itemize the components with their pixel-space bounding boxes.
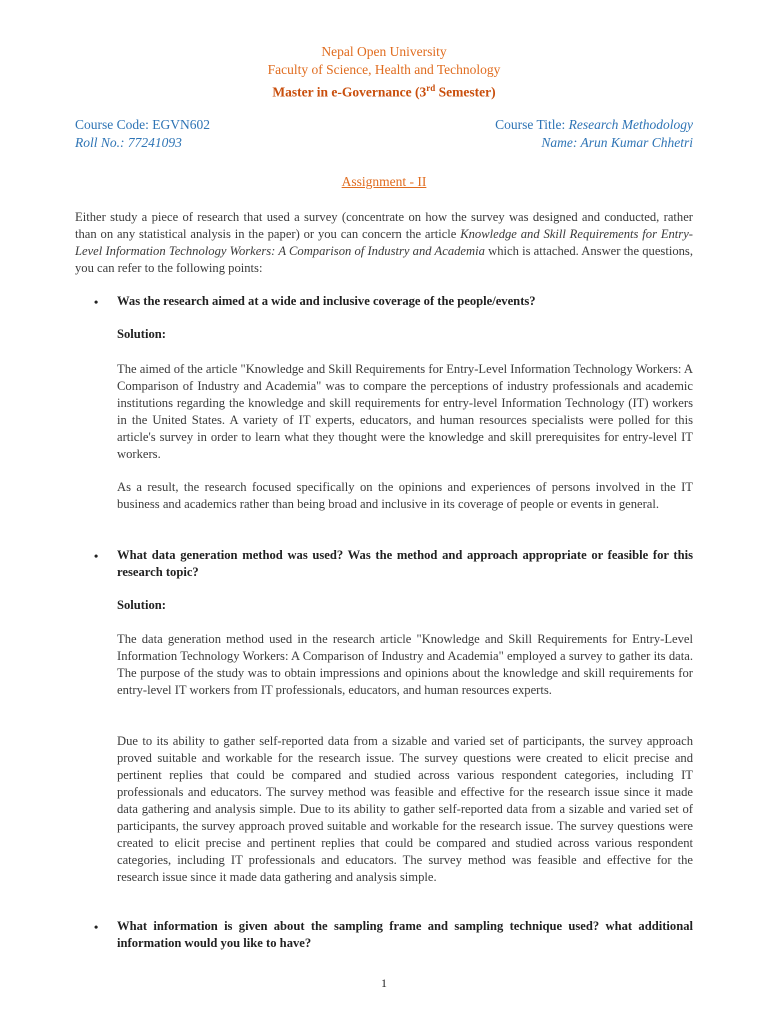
university-name: Nepal Open University [321,44,447,59]
bullet-icon: • [94,920,99,934]
course-title: Course Title: Research Methodology [495,117,693,132]
solution-label-2: Solution: [117,598,166,612]
question-3: What information is given about the sampling frame and sampling technique used? what additional information would you like to have? [117,919,693,950]
question-1: Was the research aimed at a wide and inclusive coverage of the people/events? [117,294,536,308]
answer-2-paragraph-1: The data generation method used in the research article "Knowledge and Skill Requirements for Entry-Level Information Technology Workers: A Comparison of Industry and Academia" employed a survey to gather its data. The purpose of the study was to obtain impressions and opinions about the knowledge and skill requirements for entry-level IT workers from IT professionals, educators, and human resources experts. [117,632,693,697]
assignment-title: Assignment - II [341,174,427,189]
course-row [75,116,693,134]
solution-label-1: Solution: [117,327,166,341]
answer-1-paragraph-2: As a result, the research focused specifically on the opinions and experiences of persons involved in the IT business and academics rather than being broad and inclusive in its coverage of people or events in general. [117,480,693,511]
bullet-icon: • [94,549,99,563]
student-row [75,134,693,152]
faculty-name: Faculty of Science, Health and Technology [267,62,501,77]
roll-number: Roll No.: 77241093 [75,135,182,150]
program-name: Master in e-Governance (3rd Semester) [272,83,496,100]
question-2: What data generation method was used? Was the method and approach appropriate or feasible for this research topic? [117,548,693,579]
page-number: 1 [381,976,387,990]
intro-paragraph: Either study a piece of research that used a survey (concentrate on how the survey was designed and conducted, rather than on any statistical analysis in the paper) or you can concern the article Knowledge and Skill Requirements for Entry-Level Information Technology Workers: A Comparison of Industry and Academia which is attached. Answer the questions, you can refer to the following points: [75,210,693,275]
answer-2-paragraph-2: Due to its ability to gather self-reported data from a sizable and varied set of participants, the survey approach proved suitable and workable for the research issue. The survey questions were created to elicit precise and pertinent replies that could be compared and studied across various respondent categories, including IT professionals and educators. The survey method was feasible and effective for the research issue since it made data gathering and analysis simple. Due to its ability to gather self-reported data from a sizable and varied set of participants, the survey approach proved suitable and workable for the research issue. The survey questions were created to elicit precise and pertinent replies that could be compared and studied across various respondent categories, including IT professionals and educators. The survey method was feasible and effective for the research issue since it made data gathering and analysis simple. [117,734,693,884]
student-name: Name: Arun Kumar Chhetri [541,135,693,150]
answer-1-paragraph-1: The aimed of the article "Knowledge and Skill Requirements for Entry-Level Information Technology Workers: A Comparison of Industry and Academia" was to compare the perceptions of industry professionals and academic institutions regarding the knowledge and skill requirements for entry-level Information Technology (IT) workers in the United States. A variety of IT experts, educators, and human resources specialists were polled for this article's survey in order to learn what they thought were the knowledge and skill prerequisites for entry-level IT workers. [117,362,693,461]
course-code: Course Code: EGVN602 [75,117,210,132]
bullet-icon: • [94,295,99,309]
